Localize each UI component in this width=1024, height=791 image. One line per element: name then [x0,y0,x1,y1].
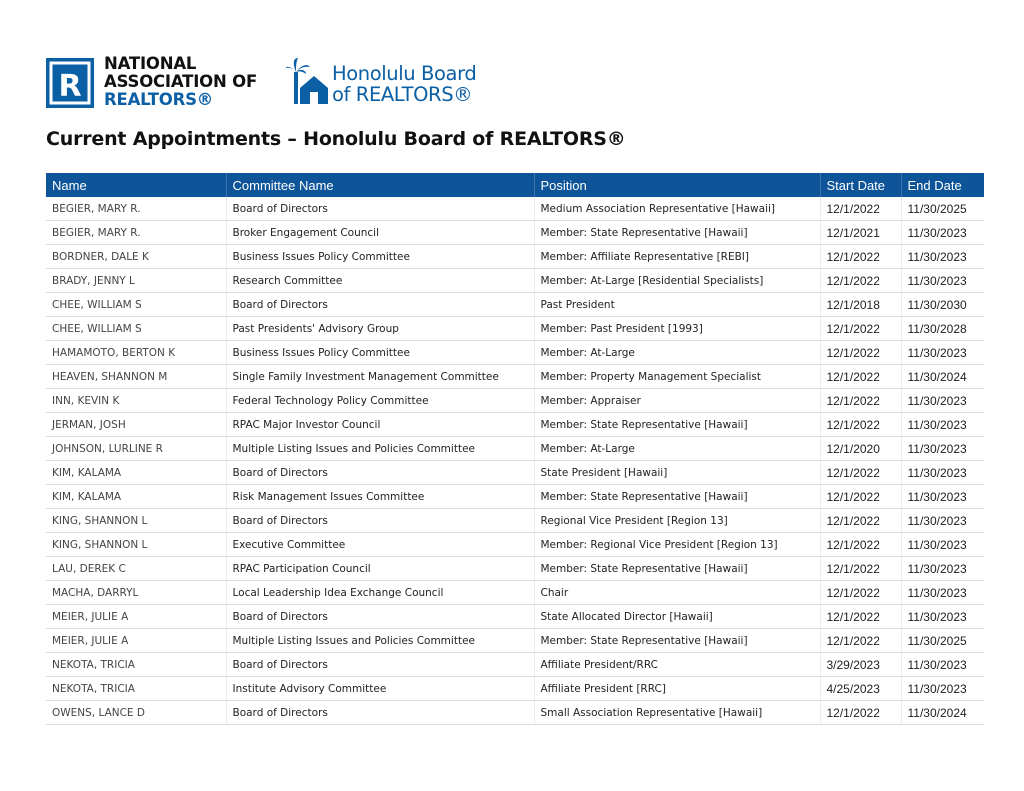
cell-committee-name: Business Issues Policy Committee [226,341,534,365]
honolulu-board-wordmark [332,63,476,105]
cell-position: Member: At-Large [Residential Specialists] [534,269,820,293]
cell-position: Member: State Representative [Hawaii] [534,221,820,245]
cell-start-date: 12/1/2022 [820,533,901,557]
cell-name: INN, KEVIN K [46,389,226,413]
cell-start-date: 12/1/2022 [820,197,901,221]
cell-committee-name: Multiple Listing Issues and Policies Committee [226,437,534,461]
cell-name: KIM, KALAMA [46,461,226,485]
cell-committee-name: Board of Directors [226,461,534,485]
cell-position: Member: State Representative [Hawaii] [534,413,820,437]
cell-name: CHEE, WILLIAM S [46,293,226,317]
cell-start-date: 12/1/2022 [820,509,901,533]
cell-start-date: 12/1/2022 [820,581,901,605]
cell-start-date: 12/1/2022 [820,605,901,629]
cell-start-date: 12/1/2022 [820,413,901,437]
honolulu-board-house-palm-icon [286,58,330,106]
cell-start-date: 12/1/2022 [820,365,901,389]
cell-committee-name: Institute Advisory Committee [226,677,534,701]
cell-name: JOHNSON, LURLINE R [46,437,226,461]
cell-end-date: 11/30/2023 [901,605,984,629]
cell-end-date: 11/30/2024 [901,701,984,725]
appointments-table [46,173,984,725]
table-row [46,533,984,557]
cell-end-date: 11/30/2023 [901,653,984,677]
cell-start-date: 12/1/2022 [820,461,901,485]
cell-name: NEKOTA, TRICIA [46,653,226,677]
cell-start-date: 12/1/2018 [820,293,901,317]
cell-name: MEIER, JULIE A [46,629,226,653]
cell-name: JERMAN, JOSH [46,413,226,437]
table-row [46,605,984,629]
table-row [46,653,984,677]
cell-end-date: 11/30/2023 [901,437,984,461]
nar-line-2: ASSOCIATION OF [104,72,258,91]
cell-position: Member: State Representative [Hawaii] [534,629,820,653]
cell-position: State Allocated Director [Hawaii] [534,605,820,629]
cell-end-date: 11/30/2023 [901,485,984,509]
cell-name: MEIER, JULIE A [46,605,226,629]
cell-start-date: 12/1/2022 [820,485,901,509]
cell-committee-name: Board of Directors [226,701,534,725]
nar-line-3: REALTORS® [104,90,214,109]
cell-position: Member: Affiliate Representative [REBI] [534,245,820,269]
header-start-date: Start Date [820,173,901,197]
table-row [46,557,984,581]
cell-start-date: 12/1/2022 [820,269,901,293]
cell-name: KIM, KALAMA [46,485,226,509]
cell-start-date: 12/1/2022 [820,317,901,341]
cell-committee-name: Board of Directors [226,197,534,221]
cell-start-date: 12/1/2022 [820,629,901,653]
cell-end-date: 11/30/2025 [901,629,984,653]
cell-committee-name: Local Leadership Idea Exchange Council [226,581,534,605]
cell-position: State President [Hawaii] [534,461,820,485]
cell-end-date: 11/30/2023 [901,557,984,581]
header-committee-name: Committee Name [226,173,534,197]
cell-name: LAU, DEREK C [46,557,226,581]
cell-end-date: 11/30/2023 [901,677,984,701]
cell-end-date: 11/30/2025 [901,197,984,221]
hbr-line-1: Honolulu Board [332,62,477,85]
cell-start-date: 12/1/2021 [820,221,901,245]
cell-position: Member: State Representative [Hawaii] [534,485,820,509]
cell-committee-name: RPAC Major Investor Council [226,413,534,437]
table-row [46,389,984,413]
cell-end-date: 11/30/2023 [901,413,984,437]
cell-start-date: 4/25/2023 [820,677,901,701]
table-body [46,197,984,725]
cell-name: MACHA, DARRYL [46,581,226,605]
cell-committee-name: Board of Directors [226,653,534,677]
header-end-date: End Date [901,173,984,197]
cell-name: NEKOTA, TRICIA [46,677,226,701]
nar-wordmark [104,55,257,109]
cell-end-date: 11/30/2023 [901,461,984,485]
cell-committee-name: Federal Technology Policy Committee [226,389,534,413]
cell-position: Chair [534,581,820,605]
cell-start-date: 3/29/2023 [820,653,901,677]
cell-position: Member: At-Large [534,341,820,365]
nar-line-1: NATIONAL [104,54,197,73]
nar-logo-mark [46,58,94,108]
cell-position: Member: Past President [1993] [534,317,820,341]
cell-end-date: 11/30/2023 [901,509,984,533]
cell-end-date: 11/30/2023 [901,533,984,557]
cell-name: BEGIER, MARY R. [46,221,226,245]
cell-end-date: 11/30/2023 [901,341,984,365]
cell-committee-name: Multiple Listing Issues and Policies Committee [226,629,534,653]
table-header-row [46,173,984,197]
cell-end-date: 11/30/2023 [901,581,984,605]
cell-committee-name: Executive Committee [226,533,534,557]
cell-position: Medium Association Representative [Hawaii] [534,197,820,221]
table-row [46,581,984,605]
table-row [46,293,984,317]
cell-end-date: 11/30/2030 [901,293,984,317]
cell-name: HEAVEN, SHANNON M [46,365,226,389]
cell-start-date: 12/1/2022 [820,701,901,725]
table-row [46,341,984,365]
cell-end-date: 11/30/2023 [901,221,984,245]
header-position: Position [534,173,820,197]
cell-committee-name: Single Family Investment Management Committee [226,365,534,389]
cell-position: Past President [534,293,820,317]
cell-end-date: 11/30/2024 [901,365,984,389]
cell-start-date: 12/1/2022 [820,341,901,365]
cell-position: Member: Appraiser [534,389,820,413]
table-row [46,701,984,725]
hbr-line-2: of REALTORS® [332,83,473,106]
table-row [46,629,984,653]
table-row [46,677,984,701]
header-name: Name [46,173,226,197]
cell-position: Affiliate President/RRC [534,653,820,677]
table-row [46,365,984,389]
cell-position: Small Association Representative [Hawaii] [534,701,820,725]
table-row [46,221,984,245]
nar-mark-letter: R [58,69,82,104]
cell-committee-name: Business Issues Policy Committee [226,245,534,269]
table-row [46,245,984,269]
cell-start-date: 12/1/2022 [820,245,901,269]
cell-name: KING, SHANNON L [46,533,226,557]
cell-position: Affiliate President [RRC] [534,677,820,701]
cell-committee-name: Broker Engagement Council [226,221,534,245]
cell-position: Member: Regional Vice President [Region 13] [534,533,820,557]
table-row [46,413,984,437]
table-row [46,437,984,461]
table-row [46,317,984,341]
table-row [46,269,984,293]
cell-start-date: 12/1/2022 [820,557,901,581]
cell-committee-name: Risk Management Issues Committee [226,485,534,509]
cell-position: Member: Property Management Specialist [534,365,820,389]
cell-end-date: 11/30/2023 [901,269,984,293]
cell-position: Member: At-Large [534,437,820,461]
table-row [46,461,984,485]
cell-name: BEGIER, MARY R. [46,197,226,221]
cell-name: OWENS, LANCE D [46,701,226,725]
cell-name: CHEE, WILLIAM S [46,317,226,341]
page-title: Current Appointments – Honolulu Board of REALTORS® [46,128,626,150]
cell-start-date: 12/1/2020 [820,437,901,461]
cell-end-date: 11/30/2028 [901,317,984,341]
cell-committee-name: RPAC Participation Council [226,557,534,581]
cell-committee-name: Research Committee [226,269,534,293]
table-row [46,485,984,509]
cell-start-date: 12/1/2022 [820,389,901,413]
cell-name: KING, SHANNON L [46,509,226,533]
cell-name: BORDNER, DALE K [46,245,226,269]
cell-committee-name: Board of Directors [226,293,534,317]
cell-end-date: 11/30/2023 [901,245,984,269]
cell-name: BRADY, JENNY L [46,269,226,293]
cell-name: HAMAMOTO, BERTON K [46,341,226,365]
cell-position: Member: State Representative [Hawaii] [534,557,820,581]
cell-committee-name: Board of Directors [226,605,534,629]
table-row [46,197,984,221]
cell-position: Regional Vice President [Region 13] [534,509,820,533]
cell-committee-name: Past Presidents' Advisory Group [226,317,534,341]
cell-committee-name: Board of Directors [226,509,534,533]
table-row [46,509,984,533]
cell-end-date: 11/30/2023 [901,389,984,413]
